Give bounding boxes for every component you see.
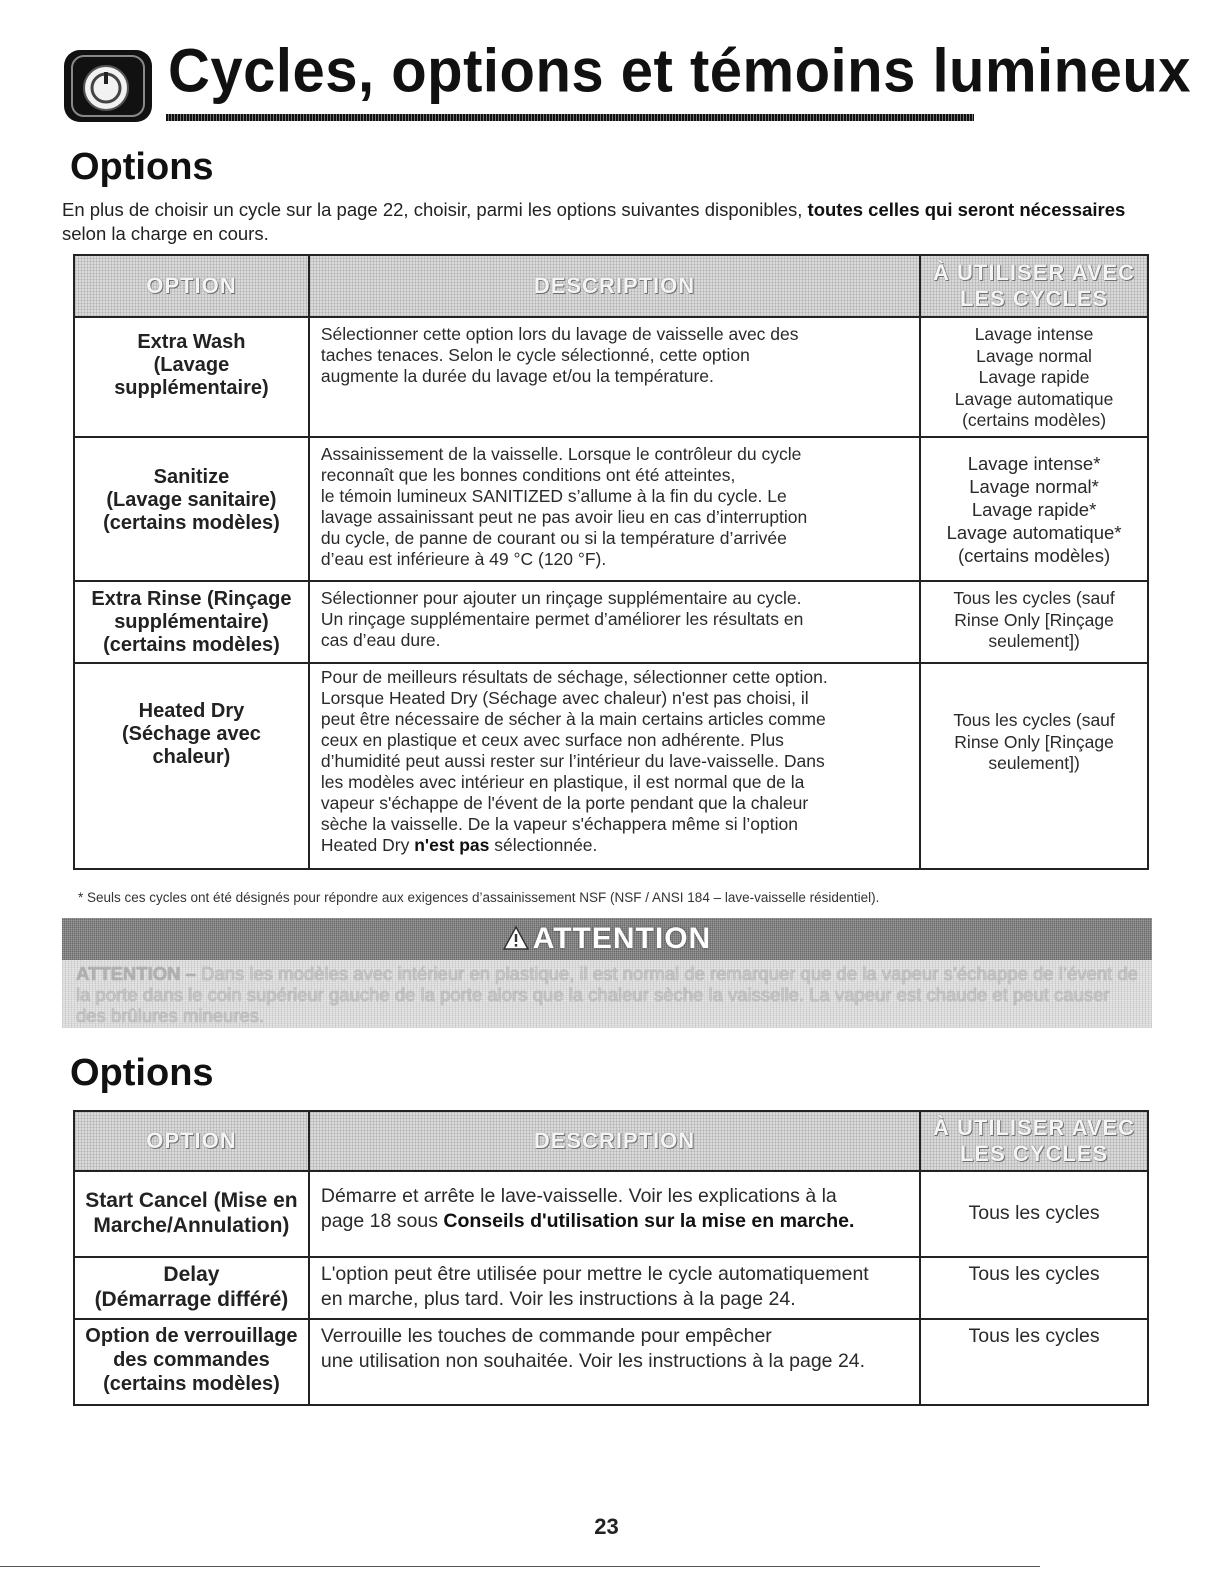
option-description: Pour de meilleurs résultats de séchage, sélectionner cette option. Lorsque Heated Dry (Séchage avec chaleur) n'est pas choisi, il peut être nécessaire de sécher à la main certains articles comme ceux en plastique et ceux avec surface non adhérente. Plus d’humidité peut aussi rester sur l’intérieur du lave-vaisselle. Dans les modèles avec intérieur en plastique, il est normal que de la vapeur s'échappe de l'évent de la porte pendant que la chaleur sèche la vaisselle. De la vapeur s'échappera même si l’option Heated Dry n'est pas sélectionnée.: [309, 663, 920, 869]
dishwasher-dial-icon: [62, 46, 154, 126]
option-cycles: Lavage intense Lavage normal Lavage rapide Lavage automatique (certains modèles): [920, 317, 1148, 437]
intro-text-end: selon la charge en cours.: [62, 223, 269, 244]
option-name: Extra Wash (Lavage supplémentaire): [74, 317, 309, 437]
option-cycles: Tous les cycles (sauf Rinse Only [Rinçage seulement]): [920, 581, 1148, 663]
page-number: 23: [594, 1514, 619, 1539]
page-title: Cycles, options et témoins lumineux: [168, 37, 1192, 106]
column-header-description: DESCRIPTION: [309, 255, 920, 317]
option-cycles: Tous les cycles (sauf Rinse Only [Rinçage seulement]): [920, 663, 1148, 869]
column-header-cycles: À UTILISER AVEC LES CYCLES: [920, 255, 1148, 317]
title-underline: [166, 114, 974, 121]
column-header-description: DESCRIPTION: [309, 1111, 920, 1171]
table-row: [74, 581, 1148, 663]
option-cycles: Tous les cycles: [920, 1171, 1148, 1257]
option-description: Sélectionner pour ajouter un rinçage supplémentaire au cycle. Un rinçage supplémentaire permet d’améliorer les résultats en cas d’eau dure.: [309, 581, 920, 663]
column-header-cycles: À UTILISER AVEC LES CYCLES: [920, 1111, 1148, 1171]
intro-paragraph: [62, 198, 1152, 246]
table-row: [74, 1257, 1148, 1319]
table-row: [74, 1319, 1148, 1405]
option-cycles: Tous les cycles: [920, 1319, 1148, 1405]
warning-triangle-icon: [503, 926, 529, 950]
section-title-options-2: Options: [70, 1052, 214, 1094]
option-description: Assainissement de la vaisselle. Lorsque le contrôleur du cycle reconnaît que les bonnes conditions ont été atteintes, le témoin lumineux SANITIZED s’allume à la fin du cycle. Le lavage assainissant peut ne pas avoir lieu en cas d’interruption du cycle, de panne de courant ou si la température d’arrivée d’eau est inférieure à 49 °C (120 °F).: [309, 437, 920, 581]
intro-text: En plus de choisir un cycle sur la page 22, choisir, parmi les options suivantes disponibles,: [62, 199, 808, 220]
option-name: Heated Dry (Séchage avec chaleur): [74, 663, 309, 869]
column-header-option: OPTION: [74, 255, 309, 317]
table-row: [74, 317, 1148, 437]
bottom-divider: [0, 1566, 1040, 1567]
option-description: Verrouille les touches de commande pour empêcher une utilisation non souhaitée. Voir les instructions à la page 24.: [309, 1319, 920, 1405]
options-table-1: [73, 254, 1149, 870]
attention-text: ATTENTION – Dans les modèles avec intérieur en plastique, il est normal de remarquer que de la vapeur s’échappe de l’évent de la porte dans le coin supérieur gauche de la porte alors que la chaleur sèche la vaisselle. La vapeur est chaude et peut causer des brûlures mineures.: [76, 963, 1138, 1026]
column-header-option: OPTION: [74, 1111, 309, 1171]
option-name: Option de verrouillage des commandes (certains modèles): [74, 1319, 309, 1405]
option-cycles: Tous les cycles: [920, 1257, 1148, 1319]
attention-box: [62, 918, 1152, 1028]
option-description: Démarre et arrête le lave-vaisselle. Voir les explications à la page 18 sous Conseils d'utilisation sur la mise en marche.: [309, 1171, 920, 1257]
attention-title: ATTENTION: [62, 922, 1152, 956]
page-header: [62, 34, 1192, 126]
option-name: Sanitize (Lavage sanitaire) (certains modèles): [74, 437, 309, 581]
option-description: L'option peut être utilisée pour mettre le cycle automatiquement en marche, plus tard. Voir les instructions à la page 24.: [309, 1257, 920, 1319]
section-title-options-1: Options: [70, 146, 214, 188]
table-row: [74, 437, 1148, 581]
options-table-2: [73, 1110, 1149, 1406]
option-cycles: Lavage intense* Lavage normal* Lavage rapide* Lavage automatique* (certains modèles): [920, 437, 1148, 581]
footnote: * Seuls ces cycles ont été désignés pour répondre aux exigences d’assainissement NSF (NSF / ANSI 184 – lave-vaisselle résidentiel).: [78, 890, 880, 905]
table-row: [74, 1171, 1148, 1257]
intro-bold-text: toutes celles qui seront nécessaires: [807, 199, 1126, 220]
option-name: Delay (Démarrage différé): [74, 1257, 309, 1319]
table-row: [74, 663, 1148, 869]
option-name: Start Cancel (Mise en Marche/Annulation): [74, 1171, 309, 1257]
option-name: Extra Rinse (Rinçage supplémentaire) (certains modèles): [74, 581, 309, 663]
option-description: Sélectionner cette option lors du lavage de vaisselle avec des taches tenaces. Selon le cycle sélectionné, cette option augmente la durée du lavage et/ou la température.: [309, 317, 920, 437]
